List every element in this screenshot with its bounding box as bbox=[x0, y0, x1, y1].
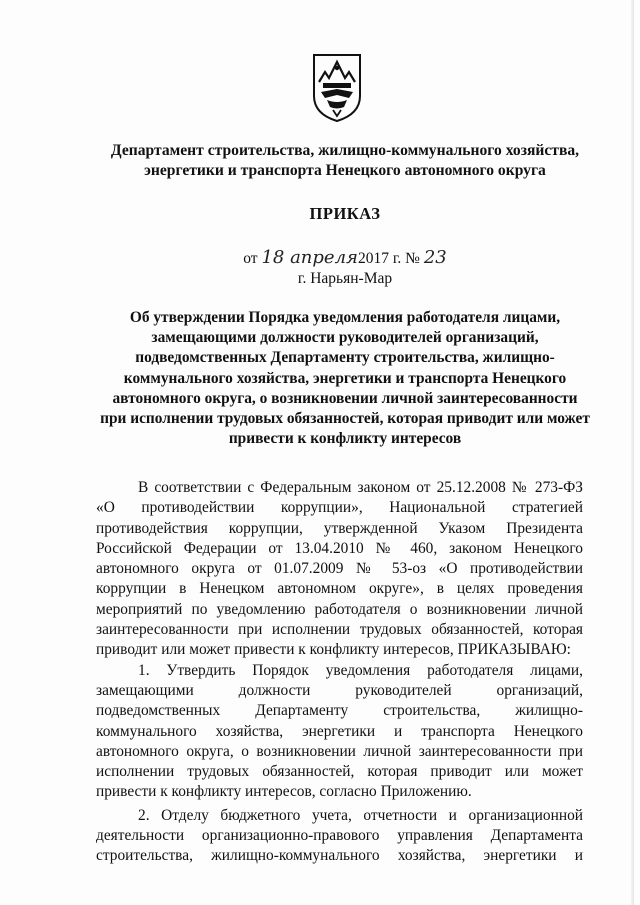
order-body bbox=[96, 478, 583, 867]
department-name: Департамент строительства, жилищно-коммунального хозяйства, энергетики и транспорта Ненецкого автономного округа bbox=[110, 142, 580, 179]
scan-edge-shadow bbox=[631, 0, 634, 905]
order-subject: Об утверждении Порядка уведомления работодателя лицами, замещающими должности руководителей организаций, подведомственных Департаменту строительства, жилищно-коммунального хозяйства, энергетики и транспорта Ненецкого автономного округа, о возникновении личной заинтересованности при исполнении трудовых обязанностей, которая приводит или может привести к конфликту интересов bbox=[100, 309, 590, 448]
handwritten-date: 18 апреля bbox=[261, 247, 358, 268]
document-type-title: ПРИКАЗ bbox=[309, 204, 381, 223]
date-prefix: от bbox=[243, 250, 258, 267]
paragraph-item-2: 2. Отделу бюджетного учета, отчетности и организационной деятельности организационно-правового управления Департамента строительства, жилищно-коммунального хозяйства, энергетики и bbox=[96, 806, 583, 865]
handwritten-order-number: 23 bbox=[423, 247, 447, 268]
paragraph-item-1: 1. Утвердить Порядок уведомления работодателя лицами, замещающими должности руководителей организаций, подведомственных Департаменту строительства, жилищно-коммунального хозяйства, энергетики и транспорта Ненецкого автономного округа, о возникновении личной заинтересованности при исполнении трудовых обязанностей, которая приводит или может привести к конфликту интересов, согласно Приложению. bbox=[96, 661, 583, 801]
order-date-line bbox=[95, 248, 595, 269]
paragraph-preamble: В соответствии с Федеральным законом от 25.12.2008 № 273-ФЗ «О противодействии коррупции», Национальной стратегией противодействия коррупции, утвержденной Указом Президента Российской Федерации от 13.04.2010 № 460, законом Ненецкого автономного округа от 01.07.2009 № 53-оз «О противодействии коррупции в Ненецком автономном округе», в целях проведения мероприятий по уведомлению работодателя о возникновении личной заинтересованности при исполнении трудовых обязанностей, которая приводит или может привести к конфликту интересов, ПРИКАЗЫВАЮ: bbox=[96, 479, 583, 659]
city-name: г. Нарьян-Мар bbox=[297, 270, 393, 287]
order-year: 2017 г. № bbox=[357, 250, 420, 267]
coat-of-arms-emblem bbox=[311, 52, 363, 124]
